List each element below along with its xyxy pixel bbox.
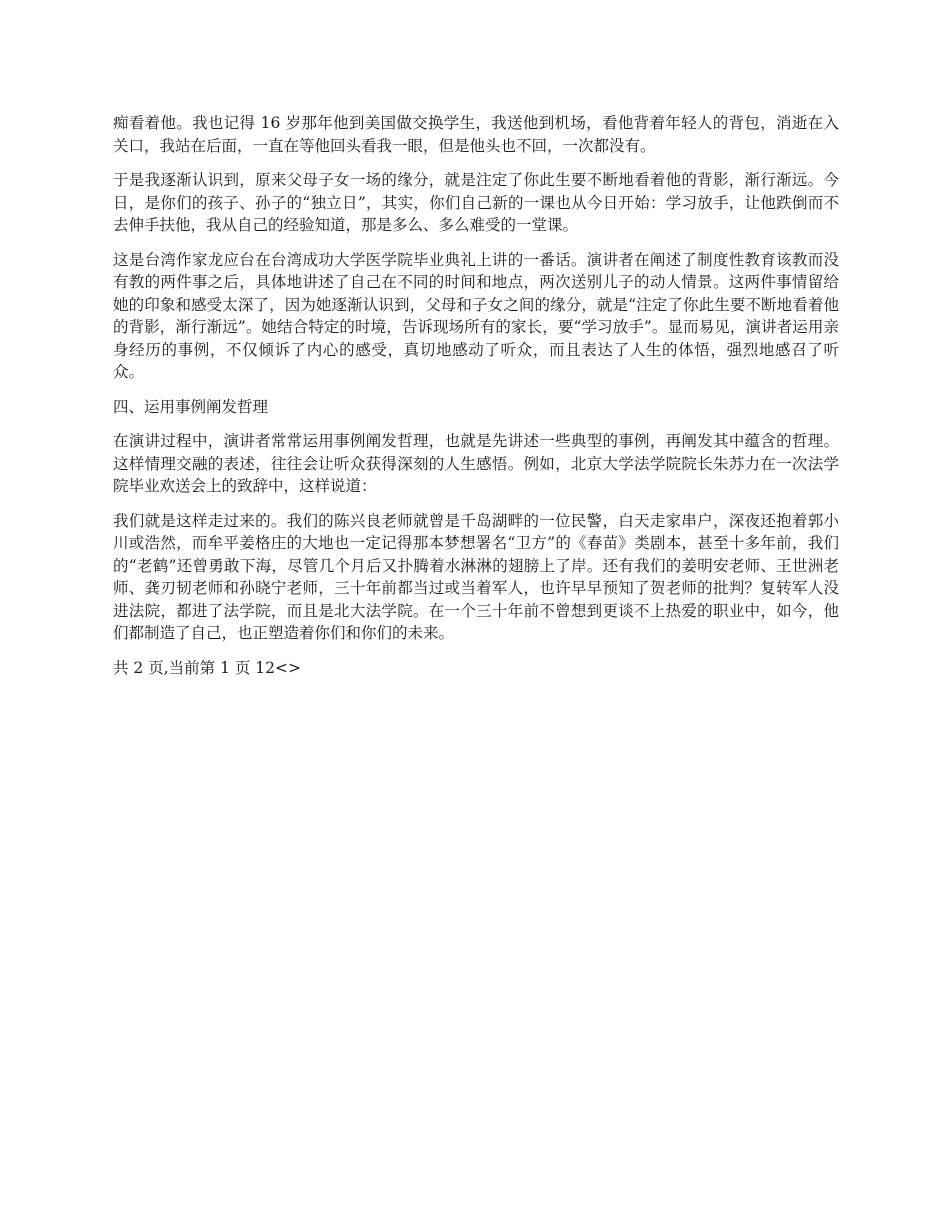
section-heading: 四、运用事例阐发哲理 xyxy=(113,397,269,416)
paragraph-1: 痴看着他。我也记得 16 岁那年他到美国做交换学生，我送他到机场，看他背着年轻人的背包，消逝在入关口，我站在后面，一直在等他回头看我一眼，但是他头也不回，一次都没有。 xyxy=(113,114,839,155)
paragraph-3: 这是台湾作家龙应台在台湾成功大学医学院毕业典礼上讲的一番话。演讲者在阐述了制度性教育该教而没有教的两件事之后，具体地讲述了自己在不同的时间和地点，两次送别儿子的动人情景。这两件事情留给她的印象和感受太深了，因为她逐渐认识到，父母和子女之间的缘分，就是“注定了你此生要不断地看着他的背影，渐行渐远”。她结合特定的时境，告诉现场所有的家长，要“学习放手”。显而易见，演讲者运用亲身经历的事例，不仅倾诉了内心的感受，真切地感动了听众，而且表达了人生的体悟，强烈地感召了听众。 xyxy=(113,250,839,381)
paragraph-4: 在演讲过程中，演讲者常常运用事例阐发哲理，也就是先讲述一些典型的事例，再阐发其中蕴含的哲理。这样情理交融的表述，往往会让听众获得深刻的人生感悟。例如，北京大学法学院院长朱苏力在一次法学院毕业欢送会上的致辞中，这样说道： xyxy=(113,432,839,495)
pagination[interactable]: 共 2 页,当前第 1 页 12<> xyxy=(113,658,301,677)
paragraph-5: 我们就是这样走过来的。我们的陈兴良老师就曾是千岛湖畔的一位民警，白天走家串户，深夜还抱着郭小川或浩然，而牟平姜格庄的大地也一定记得那本梦想署名“卫方”的《春苗》类剧本，甚至十多年前，我们的“老鹤”还曾勇敢下海，尽管几个月后又扑腾着水淋淋的翅膀上了岸。还有我们的姜明安老师、王世洲老师、龚刃韧老师和孙晓宁老师，三十年前都当过或当着军人，也许早早预知了贺老师的批判？复转军人没进法院，都进了法学院，而且是北大法学院。在一个三十年前不曾想到更谈不上热爱的职业中，如今，他们都制造了自己，也正塑造着你们和你们的未来。 xyxy=(113,511,839,642)
paragraph-2: 于是我逐渐认识到，原来父母子女一场的缘分，就是注定了你此生要不断地看着他的背影，渐行渐远。今日，是你们的孩子、孙子的“独立日”，其实，你们自己新的一课也从今日开始：学习放手，让他跌倒而不去伸手扶他，我从自己的经验知道，那是多么、多么难受的一堂课。 xyxy=(113,171,839,234)
document-body xyxy=(113,112,839,679)
